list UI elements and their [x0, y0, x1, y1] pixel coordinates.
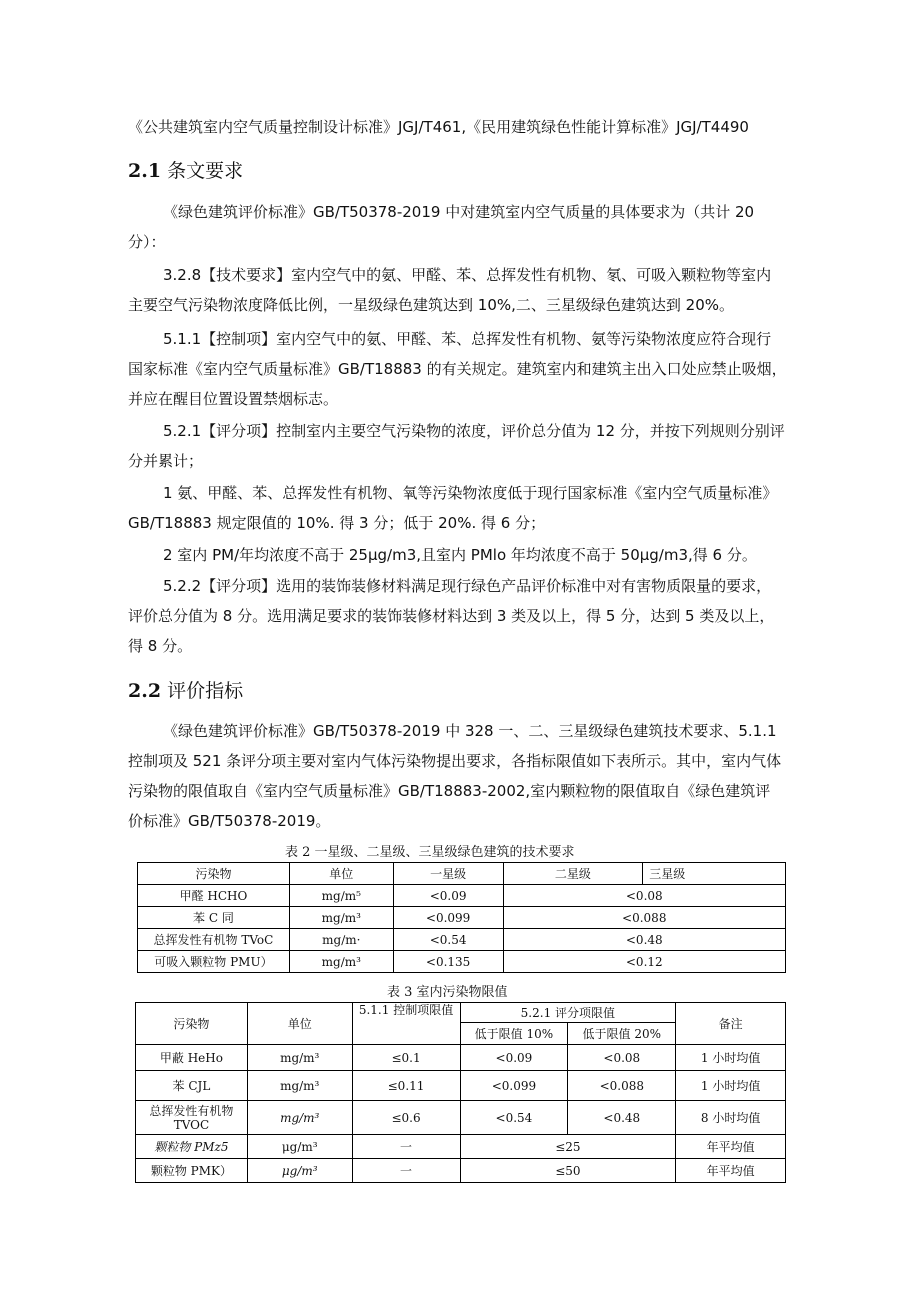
cell: 甲醛 HCHO — [138, 885, 290, 907]
body-line: 《绿色建筑评价标准》GB/T50378-2019 中 328 一、二、三星级绿色建筑技术要求、5.1.1 — [163, 722, 777, 740]
cell: mg/m³ — [247, 1045, 352, 1071]
table3 — [135, 1002, 786, 1183]
header-cell: 污染物 — [138, 863, 290, 885]
cell: 苯 CJL — [136, 1071, 248, 1101]
table-row — [136, 1101, 786, 1135]
body-line: GB/T18883 规定限值的 10%. 得 3 分；低于 20%. 得 6 分； — [128, 514, 546, 532]
cell: mg/m³ — [247, 1101, 352, 1135]
section-heading-2-2 — [128, 678, 243, 704]
cell: 苯 C 同 — [138, 907, 290, 929]
table2 — [137, 862, 786, 973]
cell: <0.54 — [393, 929, 503, 951]
body-line: 得 8 分。 — [128, 637, 193, 655]
cell: <0.08 — [503, 885, 785, 907]
header-cell: 一星级 — [393, 863, 503, 885]
body-line: 并应在醒目位置设置禁烟标志。 — [128, 390, 339, 408]
section-title: 条文要求 — [167, 160, 244, 182]
cell: 一 — [352, 1159, 460, 1183]
cell: <0.12 — [503, 951, 785, 973]
cell: 一 — [352, 1135, 460, 1159]
cell: ≤50 — [460, 1159, 676, 1183]
body-line: 《绿色建筑评价标准》GB/T50378-2019 中对建筑室内空气质量的具体要求为（共计 20 — [163, 203, 755, 221]
header-cell: 低于限值 10% — [460, 1023, 568, 1045]
table-header-row — [136, 1003, 786, 1023]
cell: 1 小时均值 — [676, 1071, 786, 1101]
cell: <0.54 — [460, 1101, 568, 1135]
header-cell: 5.1.1 控制项限值 — [352, 1003, 460, 1045]
table3-caption: 表 3 室内污染物限值 — [387, 985, 508, 1000]
header-cell: 备注 — [676, 1003, 786, 1045]
body-line: 5.1.1【控制项】室内空气中的氨、甲醛、苯、总挥发性有机物、氨等污染物浓度应符合现行 — [163, 330, 772, 348]
cell: <0.088 — [568, 1071, 676, 1101]
body-line: 价标准》GB/T50378-2019。 — [128, 812, 331, 830]
table-row — [136, 1045, 786, 1071]
cell-line: TVOC — [173, 1117, 210, 1132]
body-line: 5.2.2【评分项】选用的装饰装修材料满足现行绿色产品评价标准中对有害物质限量的要求， — [163, 577, 772, 595]
header-cell: 低于限值 20% — [568, 1023, 676, 1045]
section-number: 2.1 — [128, 160, 162, 182]
header-cell: 二星级 — [503, 863, 643, 885]
cell: 颗粒物 PMK） — [136, 1159, 248, 1183]
header-cell: 单位 — [247, 1003, 352, 1045]
header-cell: 污染物 — [136, 1003, 248, 1045]
header-cell: 5.2.1 评分项限值 — [460, 1003, 676, 1023]
cell: 8 小时均值 — [676, 1101, 786, 1135]
body-line: 评价总分值为 8 分。选用满足要求的装饰装修材料达到 3 类及以上，得 5 分，达到 5 类及以上， — [128, 607, 775, 625]
body-line: 主要空气污染物浓度降低比例，一星级绿色建筑达到 10%,二、三星级绿色建筑达到 20%。 — [128, 296, 734, 314]
cell: <0.099 — [460, 1071, 568, 1101]
cell: ≤0.6 — [352, 1101, 460, 1135]
cell: 年平均值 — [676, 1135, 786, 1159]
body-line: 3.2.8【技术要求】室内空气中的氨、甲醛、苯、总挥发性有机物、氡、可吸入颗粒物等室内 — [163, 266, 772, 284]
table-row — [138, 929, 786, 951]
table-header-row — [138, 863, 786, 885]
cell: <0.48 — [568, 1101, 676, 1135]
cell: <0.135 — [393, 951, 503, 973]
cell: μg/m³ — [247, 1135, 352, 1159]
cell: mg∕m³ — [289, 907, 393, 929]
body-line: 5.2.1【评分项】控制室内主要空气污染物的浓度，评价总分值为 12 分，并按下列规则分别评 — [163, 422, 785, 440]
body-line: 分）： — [128, 233, 166, 251]
table-row — [136, 1071, 786, 1101]
cell: <0.08 — [568, 1045, 676, 1071]
body-line: 污染物的限值取自《室内空气质量标准》GB/T18883-2002,室内颗粒物的限值取自《绿色建筑评 — [128, 782, 771, 800]
cell: ≤0.11 — [352, 1071, 460, 1101]
cell: <0.48 — [503, 929, 785, 951]
cell: mg∕m· — [289, 929, 393, 951]
table-row — [138, 907, 786, 929]
section-title: 评价指标 — [167, 680, 244, 702]
cell: <0.09 — [460, 1045, 568, 1071]
body-line: 控制项及 521 条评分项主要对室内气体污染物提出要求，各指标限值如下表所示。其中，室内气体 — [128, 752, 782, 770]
cell: 颗粒物 PMz5 — [136, 1135, 248, 1159]
cell: mg∕m⁵ — [289, 885, 393, 907]
table-row — [136, 1159, 786, 1183]
cell: ≤0.1 — [352, 1045, 460, 1071]
body-line: 1 氨、甲醛、苯、总挥发性有机物、氧等污染物浓度低于现行国家标准《室内空气质量标准》 — [163, 484, 778, 502]
table-row — [138, 951, 786, 973]
cell: <0.099 — [393, 907, 503, 929]
cell: 甲蔽 HeHo — [136, 1045, 248, 1071]
cell: ≤25 — [460, 1135, 676, 1159]
cell: <0.088 — [503, 907, 785, 929]
table-row — [136, 1135, 786, 1159]
cell: 1 小时均值 — [676, 1045, 786, 1071]
cell: 可吸入颗粒物 PMU） — [138, 951, 290, 973]
cell: 年平均值 — [676, 1159, 786, 1183]
header-cell: 单位 — [289, 863, 393, 885]
body-line: 分并累计； — [128, 452, 204, 470]
body-line: 2 室内 PM/年均浓度不高于 25μg∕m3,且室内 PMlo 年均浓度不高于 50μg∕m3,得 6 分。 — [163, 546, 757, 564]
table-row — [138, 885, 786, 907]
cell: μg/m³ — [247, 1159, 352, 1183]
section-number: 2.2 — [128, 680, 162, 702]
cell: mg∕m³ — [289, 951, 393, 973]
cell: 总挥发性有机物 TVoC — [138, 929, 290, 951]
body-line: 国家标准《室内空气质量标准》GB/T18883 的有关规定。建筑室内和建筑主出入口处应禁止吸烟， — [128, 360, 787, 378]
cell-line: 总挥发性有机物 — [149, 1103, 234, 1118]
cell: mg/m³ — [247, 1071, 352, 1101]
section-heading-2-1 — [128, 158, 243, 184]
header-cell: 三星级 — [643, 863, 786, 885]
cell: <0.09 — [393, 885, 503, 907]
table2-caption: 表 2 一星级、二星级、三星级绿色建筑的技术要求 — [285, 845, 575, 860]
cell — [136, 1101, 248, 1135]
intro-line: 《公共建筑室内空气质量控制设计标准》JGJ/T461,《民用建筑绿色性能计算标准》JGJ/T4490 — [128, 118, 749, 136]
